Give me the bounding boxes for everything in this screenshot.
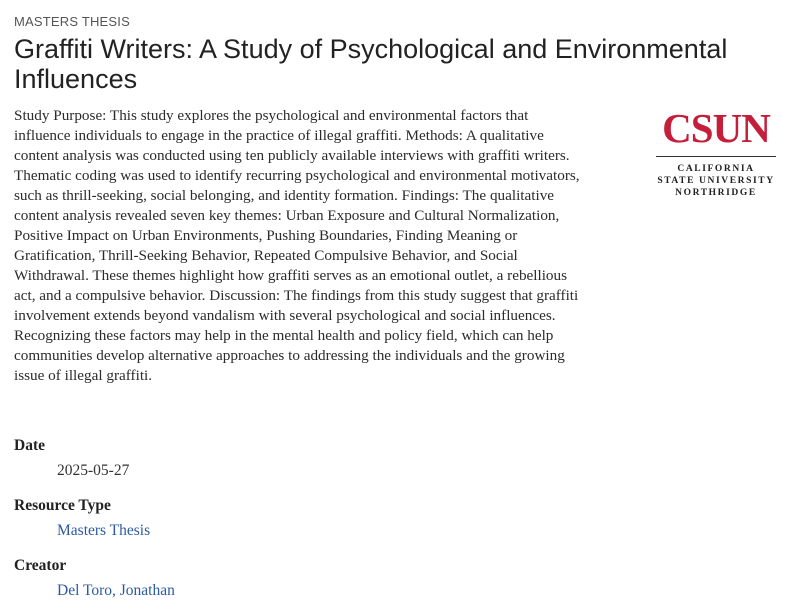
creator-link[interactable]: Del Toro, Jonathan <box>57 582 175 599</box>
abstract-text: Study Purpose: This study explores the psychological and environmental factors that influence individuals to engage in the practice of illegal graffiti. Methods: A qualitative content analysis was conducted using ten publicly available interviews with graffiti writers. Thematic coding was used to identify recurring psychological and environmental motivators, such as thrill-seeking, social belonging, and identity formation. Findings: The qualitative content analysis revealed seven key themes: Urban Exposure and Cultural Normalization, Positive Impact on Urban Environments, Pushing Boundaries, Finding Meaning or Gratification, Thrill-Seeking Behavior, Repeated Compulsive Behavior, and Social Withdrawal. These themes highlight how graffiti serves as an emotional outlet, a rebellious act, and a compulsive behavior. Discussion: The findings from this study suggest that graffiti involvement extends beyond vandalism with several psychological and social influences. Recognizing these factors may help in the mental health and policy field, which can help communities develop alternative approaches to addressing the individuals and the growing issue of illegal graffiti. <box>14 107 580 384</box>
metadata-resource-type <box>14 496 514 541</box>
page-title: Graffiti Writers: A Study of Psychological and Environmental Influences <box>14 34 728 94</box>
logo-line-1: CALIFORNIA <box>677 164 755 174</box>
date-value: 2025-05-27 <box>57 462 130 479</box>
resource-type-link[interactable]: Masters Thesis <box>57 522 151 539</box>
logo-divider <box>656 156 776 157</box>
metadata-date <box>14 436 514 481</box>
logo-line-2: STATE UNIVERSITY <box>657 176 775 186</box>
resource-type-kicker: MASTERS THESIS <box>14 14 130 29</box>
metadata-creator <box>14 556 514 601</box>
logo-line-3: NORTHRIDGE <box>675 188 757 198</box>
date-label: Date <box>14 437 45 454</box>
logo-wordmark: CSUN <box>662 105 770 151</box>
csun-logo <box>646 105 786 199</box>
creator-label: Creator <box>14 557 67 574</box>
resource-type-label: Resource Type <box>14 497 111 514</box>
